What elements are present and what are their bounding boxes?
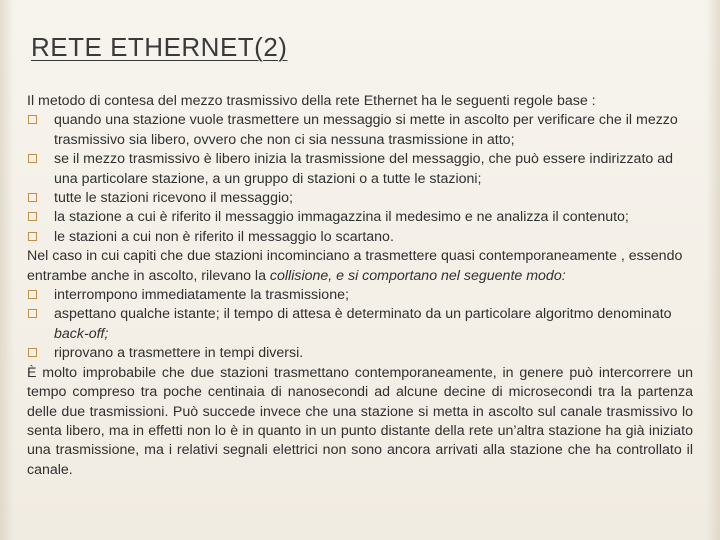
collision-text-italic: collisione, e si comportano nel seguente modo: xyxy=(269,267,566,284)
collision-paragraph xyxy=(27,247,693,286)
right-edge-shadow xyxy=(706,0,720,540)
rule-item xyxy=(27,208,693,227)
collision-text: Nel caso in cui capiti che due stazioni incominciano a trasmettere quasi contemporaneamente , essendo entrambe anche in ascolto, rilevano la xyxy=(27,248,683,284)
action-text-italic: back-off; xyxy=(54,325,109,342)
rule-text: le stazioni a cui non è riferito il messaggio lo scartano. xyxy=(54,228,394,245)
action-item xyxy=(27,286,693,305)
rule-text: la stazione a cui è riferito il messaggio immagazzina il medesimo e ne analizza il contenuto; xyxy=(54,209,629,226)
action-text: aspettano qualche istante; il tempo di attesa è determinato da un particolare algoritmo denominato xyxy=(54,306,672,323)
left-edge-shadow xyxy=(0,0,14,540)
action-item xyxy=(27,305,693,344)
rule-text: tutte le stazioni ricevono il messaggio; xyxy=(54,190,293,207)
rule-item xyxy=(27,111,693,150)
square-bullet-icon xyxy=(28,232,37,241)
square-bullet-icon xyxy=(28,154,37,163)
rule-text: quando una stazione vuole trasmettere un messaggio si mette in ascolto per verificare che il mezzo trasmissivo sia libero, ovvero che non ci sia nessuna trasmissione in atto; xyxy=(54,112,678,148)
action-text: riprovano a trasmettere in tempi diversi. xyxy=(54,345,304,362)
slide-title: RETE ETHERNET(2) xyxy=(31,32,288,62)
slide-body xyxy=(27,92,693,480)
square-bullet-icon xyxy=(28,115,37,124)
square-bullet-icon xyxy=(28,290,37,299)
closing-paragraph: È molto improbabile che due stazioni trasmettano contemporaneamente, in genere può intercorrere un tempo compreso tra poche centinaia di nanosecondi ad alcune decine di microsecondi tra la partenza delle due trasmissioni. Può succede invece che una stazione si metta in ascolto sul canale trasmissivo lo senta libero, ma in effetti non lo è in quanto in un punto distante della rete un’altra stazione ha già iniziato una trasmissione, ma i relativi segnali elettrici non sono ancora arrivati alla stazione che ha controllato il canale. xyxy=(27,364,693,478)
rule-text: se il mezzo trasmissivo è libero inizia la trasmissione del messaggio, che può essere indirizzato ad una particolare stazione, a un gruppo di stazioni o a tutte le stazioni; xyxy=(54,151,674,187)
actions-list xyxy=(27,286,693,364)
action-item xyxy=(27,344,693,363)
rules-list xyxy=(27,111,693,247)
square-bullet-icon xyxy=(28,212,37,221)
square-bullet-icon xyxy=(28,309,37,318)
action-text: interrompono immediatamente la trasmissione; xyxy=(54,287,349,304)
rule-item xyxy=(27,150,693,189)
rule-item xyxy=(27,189,693,208)
rule-item xyxy=(27,228,693,247)
square-bullet-icon xyxy=(28,348,37,357)
intro-text: Il metodo di contesa del mezzo trasmissivo della rete Ethernet ha le seguenti regole base : xyxy=(27,93,596,109)
square-bullet-icon xyxy=(28,193,37,202)
